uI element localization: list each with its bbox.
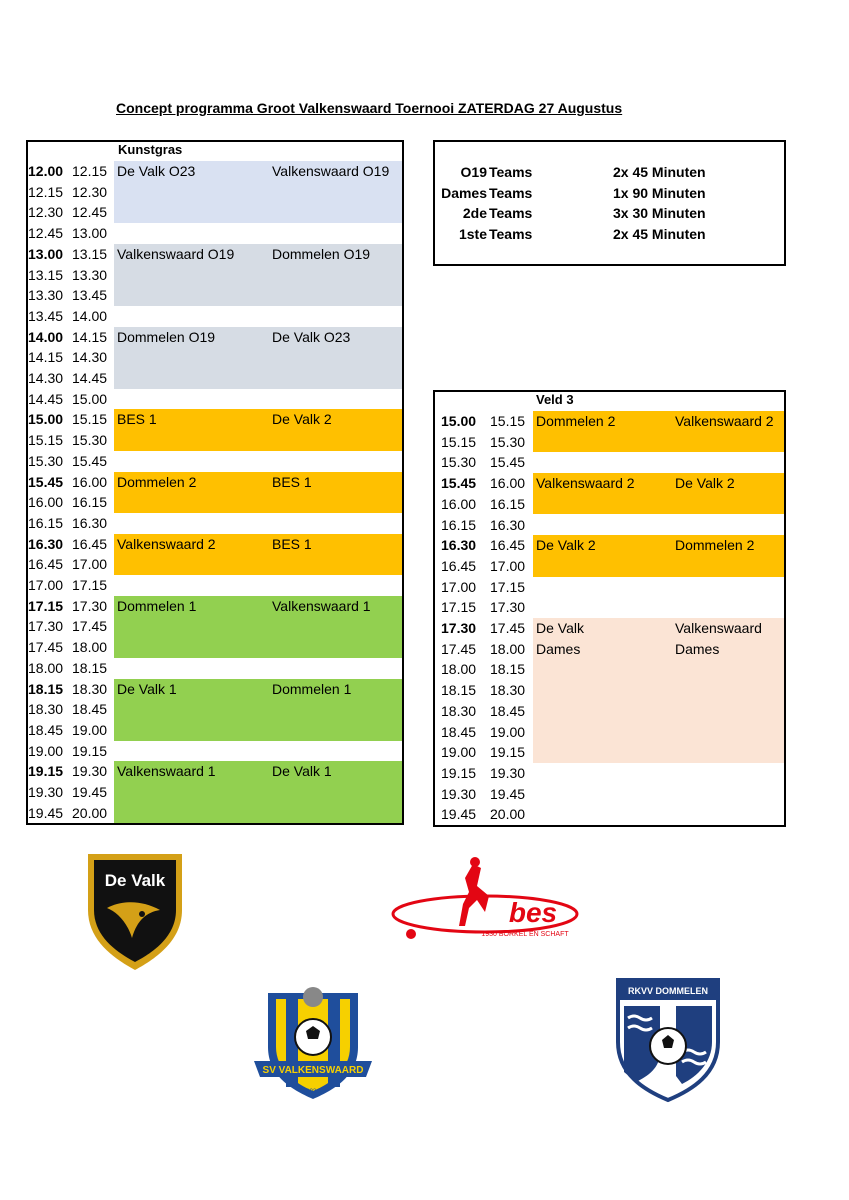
veld3-start-time: 18.30	[441, 702, 477, 719]
kunstgras-match-away: Valkenswaard O19	[272, 163, 390, 179]
kunstgras-start-time: 16.45	[28, 556, 64, 573]
kunstgras-end-time: 19.00	[72, 721, 108, 738]
kunstgras-start-time: 13.00	[28, 245, 64, 262]
veld3-end-time: 20.00	[490, 806, 526, 823]
kunstgras-end-time: 17.00	[72, 556, 108, 573]
kunstgras-start-time: 15.15	[28, 432, 64, 449]
kunstgras-end-time: 17.30	[72, 597, 108, 614]
kunstgras-start-time: 14.00	[28, 328, 64, 345]
veld3-start-time: 18.00	[441, 661, 477, 678]
kunstgras-end-time: 15.00	[72, 390, 108, 407]
veld3-match-home-2: Dames	[536, 640, 581, 657]
veld3-header: Veld 3	[536, 392, 574, 407]
kunstgras-start-time: 17.00	[28, 577, 64, 593]
kunstgras-start-time: 16.30	[28, 535, 64, 552]
legend-category: 2de	[462, 205, 487, 222]
kunstgras-match-away: De Valk 2	[272, 411, 332, 428]
kunstgras-end-time: 17.15	[72, 577, 108, 593]
veld3-start-time: 19.45	[441, 806, 477, 823]
veld3-end-time: 15.15	[490, 413, 526, 429]
kunstgras-match-home: De Valk 1	[117, 680, 177, 697]
veld3-end-time: 19.45	[490, 785, 526, 802]
kunstgras-match-away: Dommelen O19	[272, 245, 371, 262]
svg-text:De Valk: De Valk	[104, 871, 166, 890]
veld3-start-time: 19.15	[441, 764, 477, 781]
page-title: Concept programma Groot Valkenswaard Toernooi ZATERDAG 27 Augustus	[116, 100, 623, 116]
svg-text:RKVV DOMMELEN: RKVV DOMMELEN	[627, 986, 709, 996]
kunstgras-end-time: 15.30	[72, 432, 108, 449]
legend-category: 1ste	[458, 226, 487, 243]
kunstgras-end-time: 18.45	[72, 701, 108, 718]
kunstgras-end-time: 18.30	[72, 680, 108, 697]
veld3-start-time: 16.00	[441, 495, 477, 512]
veld3-match-home: Dommelen 2	[536, 413, 616, 429]
veld3-start-time: 16.30	[441, 537, 477, 554]
svg-text:1930 BORKEL EN SCHAFT: 1930 BORKEL EN SCHAFT	[481, 931, 569, 938]
svg-text:SV VALKENSWAARD: SV VALKENSWAARD	[262, 1065, 364, 1076]
veld3-end-time: 18.15	[490, 661, 526, 678]
kunstgras-end-time: 19.15	[72, 742, 108, 759]
kunstgras-start-time: 16.00	[28, 494, 64, 511]
veld3-end-time: 17.15	[490, 578, 526, 595]
kunstgras-start-time: 17.45	[28, 639, 64, 656]
kunstgras-start-time: 12.30	[28, 204, 64, 221]
kunstgras-start-time: 19.45	[28, 804, 64, 821]
veld3-match-away: Valkenswaard	[675, 620, 762, 636]
veld3-start-time: 16.15	[441, 516, 477, 533]
kunstgras-start-time: 12.00	[28, 163, 64, 179]
kunstgras-end-time: 13.30	[72, 266, 108, 283]
kunstgras-match-home: Valkenswaard 2	[117, 535, 216, 552]
veld3-end-time: 19.30	[490, 764, 526, 781]
veld3-match-home: De Valk 2	[536, 537, 596, 554]
kunstgras-match-home: BES 1	[117, 411, 157, 428]
kunstgras-start-time: 12.15	[28, 183, 64, 200]
kunstgras-start-time: 19.30	[28, 784, 64, 800]
kunstgras-end-time: 16.00	[72, 473, 108, 490]
veld3-end-time: 16.15	[490, 495, 526, 512]
kunstgras-end-time: 13.45	[72, 287, 108, 304]
veld3-end-time: 15.45	[490, 454, 526, 471]
kunstgras-end-time: 17.45	[72, 618, 108, 635]
kunstgras-start-time: 18.15	[28, 680, 64, 697]
veld3-end-time: 19.00	[490, 723, 526, 740]
veld3-end-time: 18.30	[490, 682, 526, 699]
legend-teams: Teams	[489, 226, 533, 243]
veld3-end-time: 16.30	[490, 516, 526, 533]
veld3-match-home: Valkenswaard 2	[536, 475, 635, 492]
kunstgras-match-away: De Valk O23	[272, 328, 351, 345]
kunstgras-end-time: 12.30	[72, 183, 108, 200]
legend-teams: Teams	[489, 205, 533, 222]
legend-duration: 3x 30 Minuten	[613, 205, 706, 222]
kunstgras-match-home: Valkenswaard 1	[117, 763, 216, 780]
veld3-start-time: 15.15	[441, 433, 477, 450]
veld3-start-time: 15.30	[441, 454, 477, 471]
kunstgras-match-home: De Valk O23	[117, 163, 196, 179]
veld3-start-time: 17.45	[441, 640, 477, 657]
kunstgras-start-time: 14.15	[28, 349, 64, 366]
sv-valkenswaard-logo	[248, 985, 378, 1105]
veld3-match-away: Valkenswaard 2	[675, 413, 774, 429]
kunstgras-start-time: 14.30	[28, 370, 64, 386]
kunstgras-start-time: 19.15	[28, 763, 64, 780]
kunstgras-end-time: 14.30	[72, 349, 108, 366]
veld3-start-time: 17.30	[441, 620, 477, 636]
kunstgras-match-away: BES 1	[272, 535, 312, 552]
svg-text:bes: bes	[508, 897, 558, 928]
kunstgras-end-time: 14.00	[72, 307, 108, 324]
kunstgras-match-home: Dommelen 1	[117, 597, 197, 614]
veld3-end-time: 17.45	[490, 620, 526, 636]
veld3-start-time: 16.45	[441, 557, 477, 574]
legend-category: O19	[460, 164, 487, 180]
kunstgras-start-time: 13.30	[28, 287, 64, 304]
kunstgras-end-time: 13.00	[72, 225, 108, 242]
kunstgras-match-home: Valkenswaard O19	[117, 245, 235, 262]
veld3-start-time: 15.45	[441, 475, 477, 492]
kunstgras-match-away: Valkenswaard 1	[272, 597, 371, 614]
kunstgras-end-time: 16.30	[72, 514, 108, 531]
kunstgras-match-away: Dommelen 1	[272, 680, 352, 697]
kunstgras-end-time: 15.15	[72, 411, 108, 428]
veld3-start-time: 19.00	[441, 744, 477, 761]
veld3-start-time: 18.45	[441, 723, 477, 740]
kunstgras-start-time: 14.45	[28, 390, 64, 407]
legend-duration: 2x 45 Minuten	[613, 164, 706, 180]
kunstgras-end-time: 14.45	[72, 370, 108, 386]
kunstgras-start-time: 18.00	[28, 659, 64, 676]
kunstgras-end-time: 20.00	[72, 804, 108, 821]
kunstgras-end-time: 18.15	[72, 659, 108, 676]
veld3-match-home: De Valk	[536, 620, 584, 636]
kunstgras-start-time: 17.15	[28, 597, 64, 614]
kunstgras-start-time: 13.15	[28, 266, 64, 283]
kunstgras-match-home: Dommelen 2	[117, 473, 197, 490]
kunstgras-start-time: 17.30	[28, 618, 64, 635]
veld3-start-time: 19.30	[441, 785, 477, 802]
kunstgras-start-time: 12.45	[28, 225, 64, 242]
veld3-end-time: 17.00	[490, 557, 526, 574]
veld3-start-time: 17.15	[441, 599, 477, 616]
kunstgras-end-time: 18.00	[72, 639, 108, 656]
kunstgras-match-home: Dommelen O19	[117, 328, 216, 345]
kunstgras-end-time: 13.15	[72, 245, 108, 262]
veld3-start-time: 15.00	[441, 413, 477, 429]
bes-logo	[385, 856, 595, 951]
kunstgras-end-time: 15.45	[72, 452, 108, 469]
kunstgras-end-time: 12.15	[72, 163, 108, 179]
kunstgras-start-time: 15.30	[28, 452, 64, 469]
veld3-start-time: 18.15	[441, 682, 477, 699]
kunstgras-end-time: 19.45	[72, 784, 108, 800]
svg-text:1934: 1934	[306, 1089, 320, 1095]
kunstgras-start-time: 15.00	[28, 411, 64, 428]
legend-category: Dames	[441, 184, 487, 201]
kunstgras-header: Kunstgras	[118, 142, 183, 157]
veld3-end-time: 18.00	[490, 640, 526, 657]
veld3-end-time: 18.45	[490, 702, 526, 719]
veld3-start-time: 17.00	[441, 578, 477, 595]
legend-teams: Teams	[489, 164, 533, 180]
veld3-match-away: Dommelen 2	[675, 537, 755, 554]
kunstgras-start-time: 19.00	[28, 742, 64, 759]
kunstgras-end-time: 16.15	[72, 494, 108, 511]
kunstgras-start-time: 13.45	[28, 307, 64, 324]
de-valk-logo	[82, 850, 188, 972]
veld3-match-away: De Valk 2	[675, 475, 735, 492]
veld3-end-time: 17.30	[490, 599, 526, 616]
kunstgras-end-time: 16.45	[72, 535, 108, 552]
rkvv-dommelen-logo	[612, 972, 724, 1104]
kunstgras-start-time: 15.45	[28, 473, 64, 490]
legend-duration: 1x 90 Minuten	[613, 184, 706, 201]
kunstgras-end-time: 12.45	[72, 204, 108, 221]
veld3-match-away-2: Dames	[675, 640, 720, 657]
kunstgras-end-time: 19.30	[72, 763, 108, 780]
legend-teams: Teams	[489, 184, 533, 201]
legend-duration: 2x 45 Minuten	[613, 226, 706, 243]
veld3-end-time: 16.00	[490, 475, 526, 492]
veld3-end-time: 19.15	[490, 744, 526, 761]
kunstgras-start-time: 18.45	[28, 721, 64, 738]
match-duration-legend	[433, 140, 786, 266]
kunstgras-match-band	[114, 409, 402, 450]
veld3-end-time: 15.30	[490, 433, 526, 450]
kunstgras-match-away: BES 1	[272, 473, 312, 490]
kunstgras-start-time: 18.30	[28, 701, 64, 718]
kunstgras-match-away: De Valk 1	[272, 763, 332, 780]
veld3-end-time: 16.45	[490, 537, 526, 554]
kunstgras-end-time: 14.15	[72, 328, 108, 345]
kunstgras-start-time: 16.15	[28, 514, 64, 531]
